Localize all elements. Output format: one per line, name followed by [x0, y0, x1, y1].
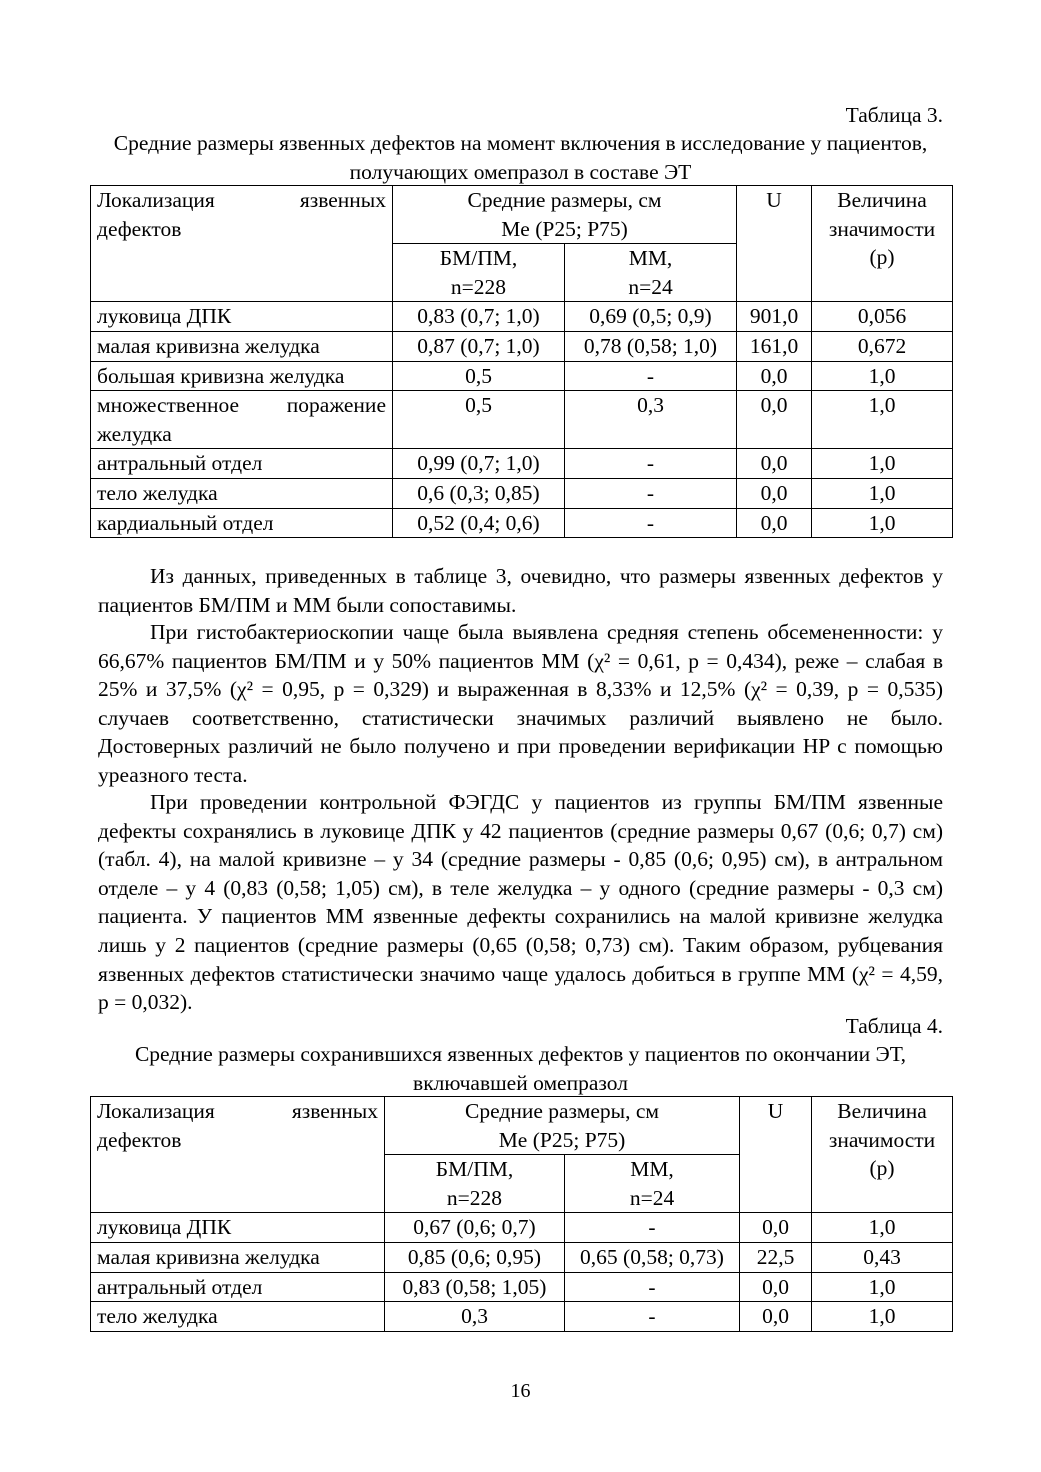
- table3-title: Средние размеры язвенных дефектов на момент включения в исследование у пациентов, получающих омепразол в составе ЭТ: [113, 131, 928, 184]
- header-bm-line2: n=228: [450, 274, 507, 299]
- header-mean-line2: Me (P25; P75): [498, 1127, 626, 1152]
- bm-pm-value-cell: 0,5: [393, 361, 565, 391]
- p-value-cell: 1,0: [812, 508, 953, 538]
- localization-cell: луковица ДПК: [91, 302, 393, 332]
- u-value-cell: 0,0: [737, 478, 812, 508]
- header-u-label: U: [766, 188, 782, 212]
- table-row: [91, 508, 953, 538]
- header-mean-line2: Me (P25; P75): [501, 216, 628, 241]
- p-value-cell: 0,672: [812, 331, 953, 361]
- mm-value-cell: -: [565, 1213, 740, 1243]
- header-group-bm: [393, 244, 565, 302]
- header-u-label: U: [767, 1099, 784, 1123]
- table-row: [91, 1242, 953, 1272]
- header-group-bm: [385, 1155, 565, 1213]
- header-sig-line1: Величина: [837, 1099, 927, 1123]
- u-value-cell: 22,5: [740, 1242, 812, 1272]
- mm-value-cell: 0,3: [565, 391, 737, 449]
- header-mean-line1: Средние размеры, см: [465, 1099, 659, 1123]
- mm-value-cell: -: [565, 478, 737, 508]
- table4-number: Таблица 4.: [845, 1014, 943, 1038]
- bm-pm-value-cell: 0,99 (0,7; 1,0): [393, 449, 565, 479]
- paragraph-1: Из данных, приведенных в таблице 3, очевидно, что размеры язвенных дефектов у пациентов БМ/ПМ и ММ были сопоставимы.: [98, 564, 943, 617]
- p-value-cell: 0,43: [812, 1242, 953, 1272]
- bm-pm-value-cell: 0,87 (0,7; 1,0): [393, 331, 565, 361]
- u-value-cell: 901,0: [737, 302, 812, 332]
- bm-pm-value-cell: 0,85 (0,6; 0,95): [385, 1242, 565, 1272]
- header-u: [737, 186, 812, 302]
- localization-cell: малая кривизна желудка: [91, 1242, 385, 1272]
- table-row: [91, 361, 953, 391]
- bm-pm-value-cell: 0,83 (0,58; 1,05): [385, 1272, 565, 1302]
- table4-header-row: [91, 1097, 953, 1155]
- header-bm-line1: БМ/ПМ,: [439, 246, 518, 271]
- mm-value-cell: 0,69 (0,5; 0,9): [565, 302, 737, 332]
- localization-cell: множественное поражение желудка: [91, 391, 393, 449]
- localization-cell: антральный отдел: [91, 1272, 385, 1302]
- table-row: [91, 1302, 953, 1332]
- header-mm-line1: ММ,: [630, 1157, 674, 1182]
- bm-pm-value-cell: 0,52 (0,4; 0,6): [393, 508, 565, 538]
- localization-cell: кардиальный отдел: [91, 508, 393, 538]
- localization-cell: антральный отдел: [91, 449, 393, 479]
- table3: [90, 185, 953, 538]
- header-group-mm: [565, 244, 737, 302]
- p-value-cell: 1,0: [812, 1302, 953, 1332]
- header-significance: [812, 186, 953, 302]
- localization-cell: большая кривизна желудка: [91, 361, 393, 391]
- u-value-cell: 0,0: [737, 449, 812, 479]
- u-value-cell: 0,0: [737, 508, 812, 538]
- header-mean-size: [393, 186, 737, 244]
- u-value-cell: 0,0: [737, 391, 812, 449]
- header-sig-line3: (p): [869, 1156, 895, 1181]
- header-loc-word2: язвенных: [299, 188, 386, 212]
- p-value-cell: 1,0: [812, 449, 953, 479]
- p-value-cell: 1,0: [812, 478, 953, 508]
- header-loc-word2: язвенных: [291, 1099, 378, 1123]
- table-row: [91, 331, 953, 361]
- u-value-cell: 0,0: [737, 361, 812, 391]
- header-sig-line2: значимости: [828, 216, 936, 241]
- header-mm-line1: ММ,: [628, 246, 673, 271]
- header-mean-line1: Средние размеры, см: [467, 188, 662, 212]
- u-value-cell: 0,0: [740, 1213, 812, 1243]
- bm-pm-value-cell: 0,3: [385, 1302, 565, 1332]
- header-loc-word3: дефектов: [97, 216, 182, 241]
- table4-title: Средние размеры сохранившихся язвенных дефектов у пациентов по окончании ЭТ, включавшей омепразол: [134, 1042, 907, 1095]
- u-value-cell: 0,0: [740, 1302, 812, 1332]
- header-significance: [812, 1097, 953, 1213]
- table4-body: [91, 1097, 953, 1332]
- mm-value-cell: 0,78 (0,58; 1,0): [565, 331, 737, 361]
- mm-value-cell: -: [565, 1302, 740, 1332]
- table-row: [91, 478, 953, 508]
- table-row: [91, 302, 953, 332]
- table3-header-row: [91, 186, 953, 244]
- table3-number: Таблица 3.: [845, 103, 943, 127]
- u-value-cell: 161,0: [737, 331, 812, 361]
- header-bm-line2: n=228: [446, 1185, 503, 1210]
- p-value-cell: 1,0: [812, 361, 953, 391]
- p-value-cell: 0,056: [812, 302, 953, 332]
- bm-pm-value-cell: 0,67 (0,6; 0,7): [385, 1213, 565, 1243]
- header-localization: [91, 1097, 385, 1213]
- header-sig-line3: (p): [869, 245, 895, 270]
- header-loc-word1: Локализация: [97, 188, 215, 212]
- table-row: [91, 449, 953, 479]
- localization-cell: луковица ДПК: [91, 1213, 385, 1243]
- header-mm-line2: n=24: [629, 1185, 675, 1210]
- header-loc-word1: Локализация: [97, 1099, 215, 1123]
- header-bm-line1: БМ/ПМ,: [435, 1157, 514, 1182]
- bm-pm-value-cell: 0,83 (0,7; 1,0): [393, 302, 565, 332]
- table-row: [91, 1272, 953, 1302]
- p-value-cell: 1,0: [812, 1213, 953, 1243]
- p-value-cell: 1,0: [812, 1272, 953, 1302]
- localization-cell: тело желудка: [91, 1302, 385, 1332]
- mm-value-cell: -: [565, 449, 737, 479]
- header-sig-line1: Величина: [837, 188, 927, 212]
- mm-value-cell: -: [565, 1272, 740, 1302]
- header-loc-word3: дефектов: [97, 1127, 182, 1152]
- header-mm-line2: n=24: [628, 274, 673, 299]
- paragraph-2: При гистобактериоскопии чаще была выявлена средняя степень обсемененности: у 66,67% пациентов БМ/ПМ и у 50% пациентов ММ (χ² = 0,61, р = 0,434), реже – слабая в 25% и 37,5% (χ² = 0,95, р = 0,329) и выраженная в 8,33% и 12,5% (χ² = 0,39, р = 0,535) случаев соответственно, статистически значимых различий выявлено не было. Достоверных различий не было получено и при проведении верификации HP с помощью уреазного теста.: [98, 620, 943, 787]
- bm-pm-value-cell: 0,5: [393, 391, 565, 449]
- header-group-mm: [565, 1155, 740, 1213]
- table4: [90, 1096, 953, 1332]
- u-value-cell: 0,0: [740, 1272, 812, 1302]
- paragraph-3: При проведении контрольной ФЭГДС у пациентов из группы БМ/ПМ язвенные дефекты сохранялись в луковице ДПК у 42 пациентов (средние размеры 0,67 (0,6; 0,7) см) (табл. 4), на малой кривизне – у 34 (средние размеры - 0,85 (0,6; 0,95) см), в антральном отделе – у 4 (0,83 (0,58; 1,05) см), в теле желудка – у одного (средние размеры - 0,3 см) пациента. У пациентов ММ язвенные дефекты сохранились на малой кривизне желудка лишь у 2 пациентов (средние размеры (0,65 (0,58; 0,73) см). Таким образом, рубцевания язвенных дефектов статистически значимо чаще удалось добиться в группе ММ (χ² = 4,59, р = 0,032).: [98, 790, 943, 1015]
- bm-pm-value-cell: 0,6 (0,3; 0,85): [393, 478, 565, 508]
- localization-cell: малая кривизна желудка: [91, 331, 393, 361]
- table-row: [91, 1213, 953, 1243]
- header-mean-size: [385, 1097, 740, 1155]
- header-u: [740, 1097, 812, 1213]
- table-row: [91, 391, 953, 449]
- page-number: 16: [510, 1380, 531, 1402]
- table3-body: [91, 186, 953, 538]
- mm-value-cell: 0,65 (0,58; 0,73): [565, 1242, 740, 1272]
- p-value-cell: 1,0: [812, 391, 953, 449]
- header-localization: [91, 186, 393, 302]
- localization-cell: тело желудка: [91, 478, 393, 508]
- header-sig-line2: значимости: [828, 1127, 936, 1152]
- mm-value-cell: -: [565, 361, 737, 391]
- mm-value-cell: -: [565, 508, 737, 538]
